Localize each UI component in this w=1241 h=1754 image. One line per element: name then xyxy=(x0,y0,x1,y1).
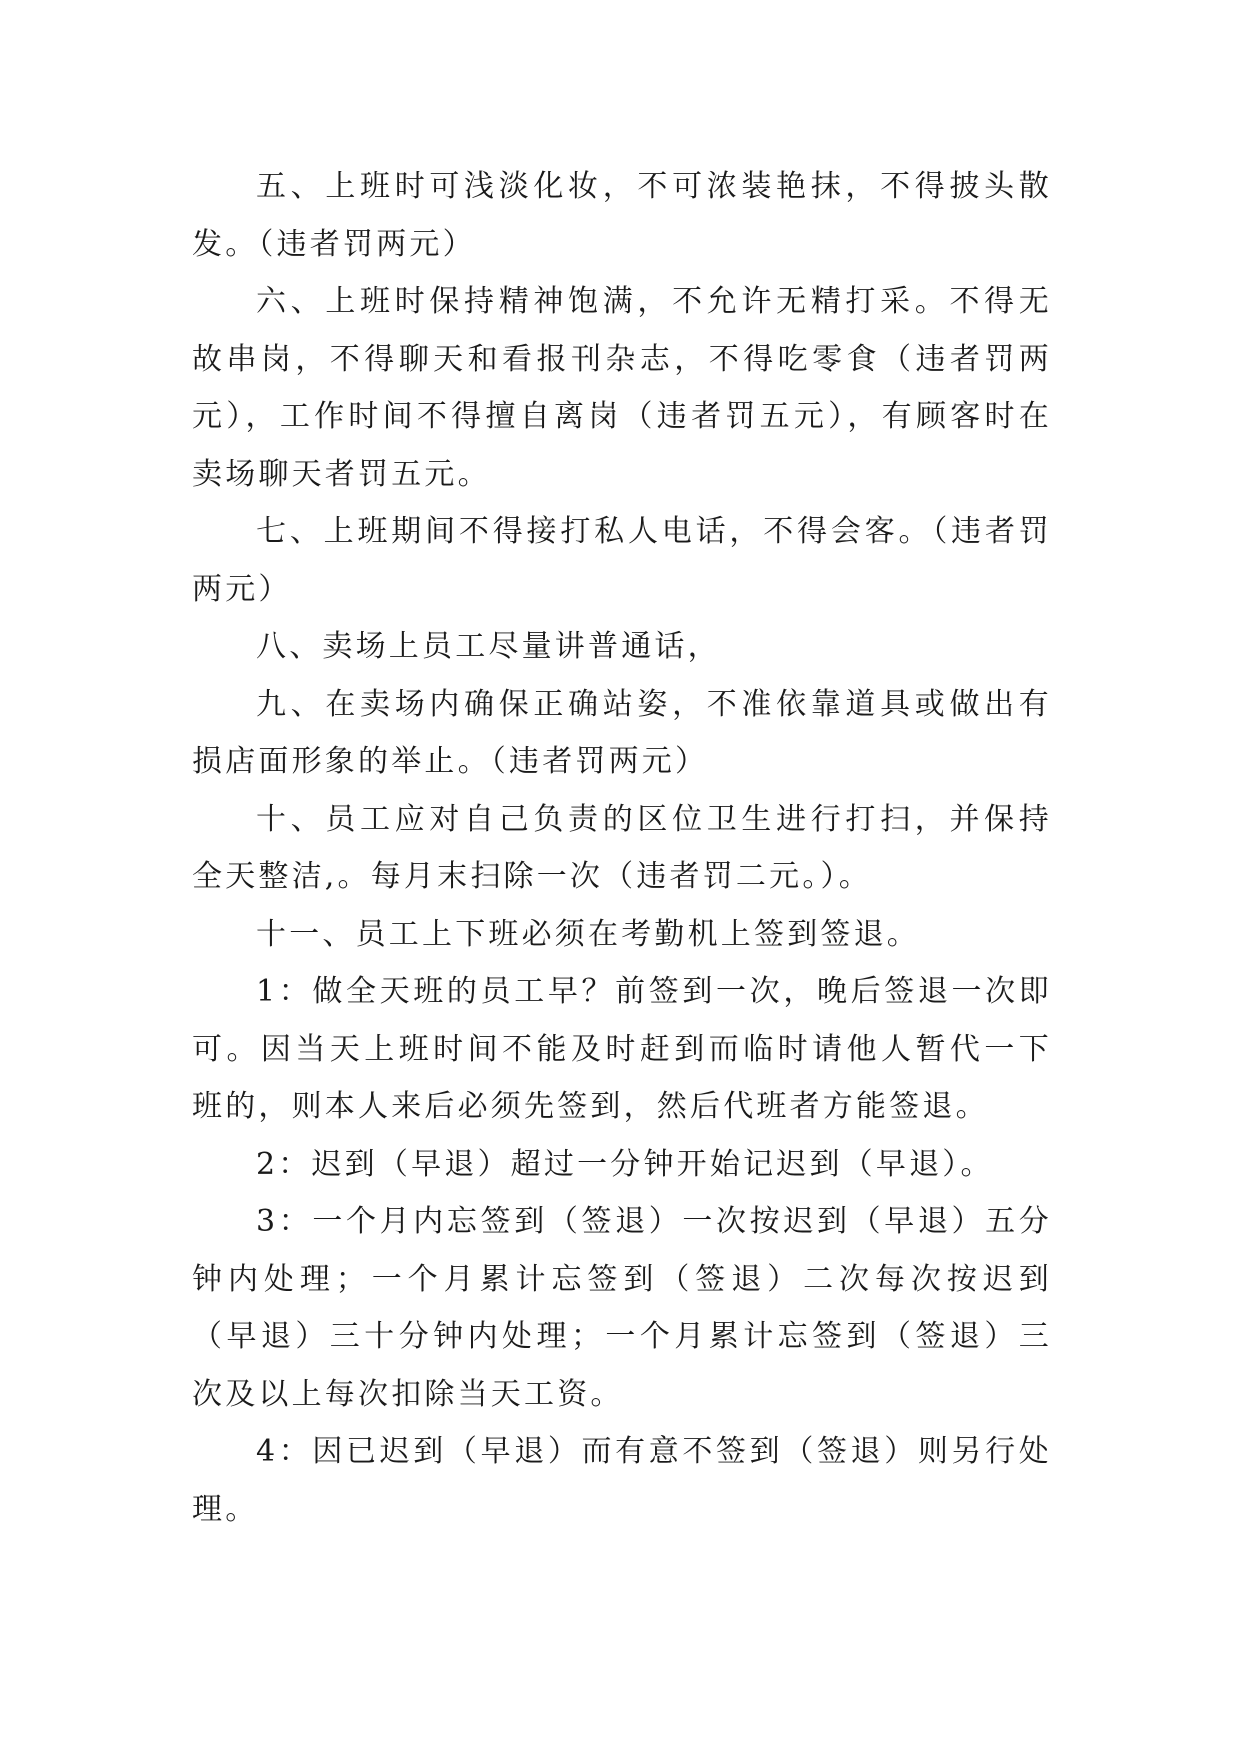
paragraph-rule-11-item-1: 1：做全天班的员工早？前签到一次，晚后签退一次即可。因当天上班时间不能及时赶到而临时请他人暂代一下班的，则本人来后必须先签到，然后代班者方能签退。 xyxy=(192,974,1052,1124)
paragraph-rule-9: 九、在卖场内确保正确站姿，不准依靠道具或做出有损店面形象的举止。（违者罚两元） xyxy=(192,686,1052,779)
paragraph-rule-8: 八、卖场上员工尽量讲普通话， xyxy=(256,629,721,664)
document-page xyxy=(192,158,1052,1538)
paragraph-rule-11-item-3: 3：一个月内忘签到（签退）一次按迟到（早退）五分钟内处理；一个月累计忘签到（签退）二次每次按迟到（早退）三十分钟内处理；一个月累计忘签到（签退）三次及以上每次扣除当天工资。 xyxy=(192,1204,1052,1412)
paragraph-rule-11-item-2: 2：迟到（早退）超过一分钟开始记迟到（早退）。 xyxy=(256,1146,994,1182)
paragraph-rule-11: 十一、员工上下班必须在考勤机上签到签退。 xyxy=(256,916,920,952)
paragraph-rule-11-item-4: 4：因已迟到（早退）而有意不签到（签退）则另行处理。 xyxy=(192,1434,1052,1527)
paragraph-rule-6: 六、上班时保持精神饱满，不允许无精打采。不得无故串岗，不得聊天和看报刊杂志，不得吃零食（违者罚两元），工作时间不得擅自离岗（违者罚五元），有顾客时在卖场聊天者罚五元。 xyxy=(192,284,1052,492)
paragraph-rule-5: 五、上班时可浅淡化妆，不可浓装艳抹，不得披头散发。（违者罚两元） xyxy=(192,169,1052,262)
paragraph-rule-7: 七、上班期间不得接打私人电话，不得会客。（违者罚两元） xyxy=(192,514,1052,607)
paragraph-rule-10: 十、员工应对自己负责的区位卫生进行打扫，并保持全天整洁,。每月末扫除一次（违者罚二元。）。 xyxy=(192,801,1052,894)
